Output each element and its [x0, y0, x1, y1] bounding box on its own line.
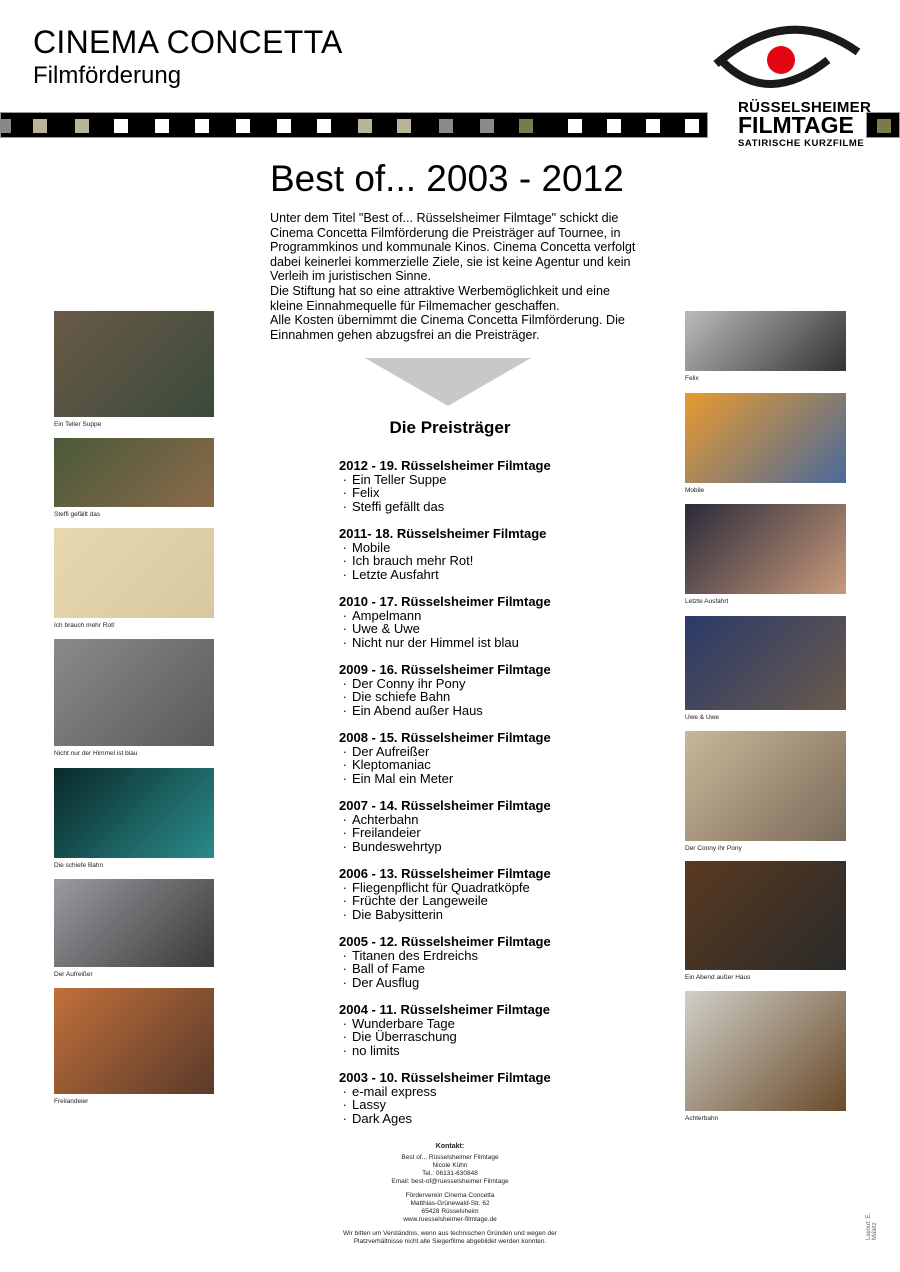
film-still-caption: Steffi gefällt das	[54, 511, 101, 518]
film-still-image	[54, 528, 214, 618]
intro-paragraph: Die Stiftung hat so eine attraktive Werbemöglichkeit und eine kleine Einnahmequelle für Filmemacher geschaffen.	[270, 283, 610, 313]
film-title: Freilandeier	[352, 825, 421, 841]
year-heading: 2009 - 16. Rüsselsheimer Filmtage	[339, 662, 551, 677]
film-item: · Fliegenpflicht für Quadratköpfe	[339, 879, 530, 895]
film-title: Steffi gefällt das	[352, 498, 445, 514]
year-heading: 2010 - 17. Rüsselsheimer Filmtage	[339, 594, 551, 609]
film-strip-hole	[568, 119, 582, 133]
film-title: Felix	[352, 485, 380, 501]
film-still-caption: Freilandeier	[54, 1098, 89, 1105]
film-still-caption: Ich brauch mehr Rot!	[54, 622, 115, 629]
film-item: · e-mail express	[339, 1083, 437, 1099]
film-strip-decoration	[866, 112, 900, 138]
film-title: Ein Mal ein Meter	[352, 770, 454, 786]
contact-website: www.ruesselsheimer-filmtage.de	[403, 1216, 497, 1223]
film-strip-hole	[236, 119, 250, 133]
film-title: Kleptomaniac	[352, 757, 431, 773]
contact-line: Best of... Rüsselsheimer Filmtage	[401, 1154, 499, 1161]
arrow-down-icon	[365, 358, 531, 406]
film-item: · Freilandeier	[339, 825, 421, 841]
year-block	[339, 1003, 550, 1057]
contact-line: Matthias-Grünewald-Str. 62	[410, 1200, 490, 1207]
film-item: · Die Babysitterin	[339, 906, 444, 922]
winners-heading: Die Preisträger	[389, 418, 511, 437]
intro-paragraph: Unter dem Titel "Best of... Rüsselsheimer Filmtage" schickt die Cinema Concetta Filmförderung die Preisträger auf Tournee, in Programmkinos und kommunale Kinos. Cinema Concetta verfolgt dabei keinerlei kommerzielle Ziele, sie ist keine Agentur und kein Verleih im juristischen Sinne.	[270, 211, 636, 284]
film-item: · Titanen des Erdreichs	[339, 947, 478, 963]
year-block	[339, 867, 551, 921]
film-title: Uwe & Uwe	[352, 621, 420, 637]
film-title: Wunderbare Tage	[352, 1015, 455, 1031]
film-strip-hole	[33, 119, 47, 133]
film-strip-hole	[277, 119, 291, 133]
film-still-caption: Nicht nur der Himmel ist blau	[54, 750, 138, 757]
film-strip-hole	[317, 119, 331, 133]
film-item: · Der Conny ihr Pony	[339, 675, 466, 691]
year-block	[339, 663, 551, 717]
film-title: Die Überraschung	[352, 1029, 457, 1045]
page-title: Best of... 2003 - 2012	[270, 158, 624, 199]
contact-block	[340, 1143, 560, 1246]
year-block	[339, 459, 551, 513]
film-strip-hole	[155, 119, 169, 133]
film-still-image	[685, 393, 846, 483]
film-item: · Kleptomaniac	[339, 757, 431, 773]
year-heading: 2011- 18. Rüsselsheimer Filmtage	[339, 526, 547, 541]
intro-text	[270, 211, 640, 342]
film-title: Die Babysitterin	[352, 906, 444, 922]
year-heading: 2003 - 10. Rüsselsheimer Filmtage	[339, 1070, 551, 1085]
logo-line1: RÜSSELSHEIMER	[738, 99, 872, 116]
film-item: · Felix	[339, 485, 380, 501]
contact-note: Wir bitten um Verständnis, wenn aus technischen Gründen und wegen der Platzverhältnisse nicht alle Siegerfilme abgebildet werden konnten.	[343, 1230, 557, 1245]
film-strip-hole	[397, 119, 411, 133]
film-item: · Uwe & Uwe	[339, 621, 420, 637]
film-title: e-mail express	[352, 1083, 437, 1099]
year-heading: 2012 - 19. Rüsselsheimer Filmtage	[339, 458, 551, 473]
film-strip-hole	[607, 119, 621, 133]
film-item: · Die schiefe Bahn	[339, 689, 451, 705]
contact-line: 65428 Rüsselsheim	[421, 1208, 479, 1215]
film-still-caption: Felix	[685, 375, 699, 382]
film-strip-hole	[358, 119, 372, 133]
film-still-caption: Der Aufreißer	[54, 971, 93, 978]
film-title: Ampelmann	[352, 607, 422, 623]
film-title: no limits	[352, 1042, 400, 1058]
year-heading: 2004 - 11. Rüsselsheimer Filmtage	[339, 1002, 550, 1017]
contact-heading: Kontakt:	[435, 1143, 465, 1150]
film-still-image	[685, 731, 846, 841]
year-heading: 2006 - 13. Rüsselsheimer Filmtage	[339, 866, 551, 881]
film-title: Fliegenpflicht für Quadratköpfe	[352, 879, 530, 895]
film-title: Bundeswehrtyp	[352, 838, 442, 854]
film-title: Früchte der Langeweile	[352, 893, 488, 909]
year-block	[339, 731, 551, 785]
year-block	[339, 527, 546, 581]
film-item: · Der Ausflug	[339, 974, 420, 990]
film-title: Ein Teller Suppe	[352, 471, 447, 487]
film-item: · Früchte der Langeweile	[339, 893, 488, 909]
film-title: Ball of Fame	[352, 961, 425, 977]
film-item: · Nicht nur der Himmel ist blau	[339, 634, 519, 650]
film-title: Der Aufreißer	[352, 743, 430, 759]
film-strip-hole	[480, 119, 494, 133]
film-title: Ich brauch mehr Rot!	[352, 553, 474, 569]
film-still-caption: Uwe & Uwe	[685, 714, 719, 721]
film-title: Der Ausflug	[352, 974, 420, 990]
film-item: · Dark Ages	[339, 1110, 412, 1126]
year-heading: 2008 - 15. Rüsselsheimer Filmtage	[339, 730, 551, 745]
film-title: Mobile	[352, 539, 391, 555]
film-item: · Bundeswehrtyp	[339, 838, 442, 854]
film-item: · no limits	[339, 1042, 400, 1058]
year-block	[339, 935, 551, 989]
contact-line: Nicole Kühn	[432, 1162, 468, 1169]
film-still-image	[54, 311, 214, 417]
film-item: · Ein Abend außer Haus	[339, 702, 483, 718]
film-still-image	[685, 991, 846, 1111]
film-title: Letzte Ausfahrt	[352, 566, 439, 582]
film-title: Nicht nur der Himmel ist blau	[352, 634, 519, 650]
contact-email: Email: best-of@ruesselsheimer Filmtage	[391, 1178, 509, 1185]
film-item: · Mobile	[339, 539, 391, 555]
film-strip-decoration	[0, 112, 708, 138]
contact-line: Tel.: 06131-630848	[422, 1170, 478, 1177]
film-strip-hole	[195, 119, 209, 133]
film-strip-hole	[439, 119, 453, 133]
contact-line: Förderverein Cinema Concetta	[405, 1192, 495, 1199]
film-strip-hole	[0, 119, 11, 133]
film-still-image	[54, 879, 214, 967]
film-still-caption: Achterbahn	[685, 1115, 719, 1122]
film-title: Lassy	[352, 1097, 386, 1113]
film-still-caption: Die schiefe Bahn	[54, 862, 104, 869]
year-block	[339, 799, 551, 853]
film-still-image	[54, 988, 214, 1094]
film-still-image	[685, 861, 846, 970]
year-heading: 2007 - 14. Rüsselsheimer Filmtage	[339, 798, 551, 813]
film-still-caption: Der Conny ihr Pony	[685, 845, 742, 852]
layout-credit: Layout: E. Maletz	[866, 1212, 878, 1240]
film-still-caption: Mobile	[685, 487, 705, 494]
film-item: · Steffi gefällt das	[339, 498, 445, 514]
film-item: · Der Aufreißer	[339, 743, 430, 759]
film-item: · Ampelmann	[339, 607, 422, 623]
film-strip-hole	[519, 119, 533, 133]
film-item: · Ich brauch mehr Rot!	[339, 553, 474, 569]
film-item: · Achterbahn	[339, 811, 419, 827]
film-still-image	[685, 311, 846, 371]
film-title: Dark Ages	[352, 1110, 412, 1126]
year-block	[339, 595, 551, 649]
header-subtitle: Filmförderung	[33, 62, 182, 89]
film-title: Achterbahn	[352, 811, 419, 827]
film-still-caption: Ein Abend außer Haus	[685, 974, 751, 981]
film-item: · Ball of Fame	[339, 961, 425, 977]
film-item: · Ein Mal ein Meter	[339, 770, 454, 786]
film-item: · Lassy	[339, 1097, 386, 1113]
film-title: Der Conny ihr Pony	[352, 675, 466, 691]
film-item: · Wunderbare Tage	[339, 1015, 455, 1031]
film-still-image	[685, 616, 846, 710]
film-still-caption: Letzte Ausfahrt	[685, 598, 729, 605]
logo-line2: FILMTAGE	[738, 112, 854, 138]
film-strip-hole	[114, 119, 128, 133]
intro-paragraph: Alle Kosten übernimmt die Cinema Concetta Filmförderung. Die Einnahmen gehen abzugsfrei an die Preisträger.	[270, 313, 625, 342]
logo-line3: SATIRISCHE KURZFILME	[738, 138, 865, 149]
film-still-image	[54, 639, 214, 746]
film-strip-hole	[685, 119, 699, 133]
film-still-caption: Ein Teller Suppe	[54, 421, 102, 428]
film-strip-hole	[75, 119, 89, 133]
film-still-image	[54, 768, 214, 858]
film-title: Ein Abend außer Haus	[352, 702, 483, 718]
film-item: · Die Überraschung	[339, 1029, 457, 1045]
film-still-image	[685, 504, 846, 594]
film-strip-hole	[646, 119, 660, 133]
header-title: CINEMA CONCETTA	[33, 24, 343, 60]
film-title: Titanen des Erdreichs	[352, 947, 478, 963]
film-title: Die schiefe Bahn	[352, 689, 451, 705]
year-block	[339, 1071, 551, 1125]
year-heading: 2005 - 12. Rüsselsheimer Filmtage	[339, 934, 551, 949]
film-item: · Letzte Ausfahrt	[339, 566, 439, 582]
film-still-image	[54, 438, 214, 507]
film-item: · Ein Teller Suppe	[339, 471, 447, 487]
filmtage-eye-logo	[708, 22, 868, 97]
